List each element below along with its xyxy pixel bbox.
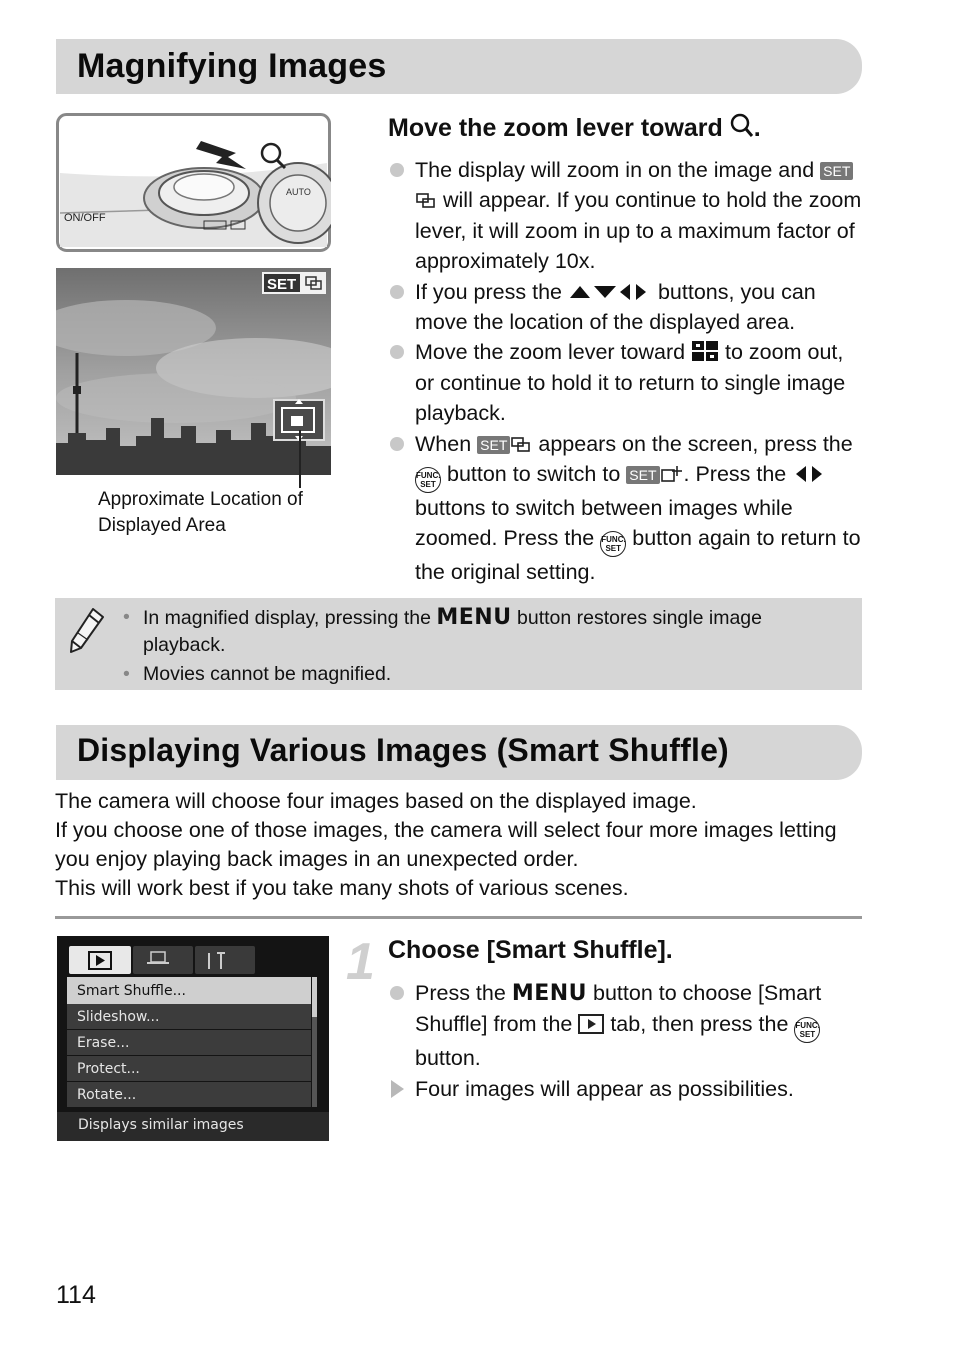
magnified-frame-icon xyxy=(415,192,437,210)
list-item xyxy=(388,1074,868,1104)
bullet-text: tab, then press the xyxy=(610,1012,789,1037)
bullet-text: button to switch to xyxy=(446,462,621,487)
list-item xyxy=(388,277,868,338)
func-set-button-icon xyxy=(794,1017,820,1043)
bullet-text: button. xyxy=(415,1046,481,1071)
section-banner-magnifying xyxy=(56,39,862,94)
menu-button-icon: MENU xyxy=(511,981,588,1006)
bullet-dot xyxy=(390,345,404,359)
dial-auto-label: AUTO xyxy=(286,187,311,197)
switch-images-icon xyxy=(660,464,684,484)
section-banner-smart-shuffle xyxy=(56,725,862,780)
list-item xyxy=(123,661,843,688)
bullet-text: appears on the screen, press the xyxy=(538,431,853,456)
bullet-text: button again to return to the original setting. xyxy=(415,526,861,585)
smart-shuffle-bullet-list xyxy=(388,978,868,1104)
list-item xyxy=(123,604,843,659)
bullet-text: Press the xyxy=(415,981,506,1005)
set-icon: SET xyxy=(626,466,659,484)
bullet-dot xyxy=(390,437,404,451)
lcd-menu-help-text: Displays similar images xyxy=(78,1117,244,1133)
set-icon: SET xyxy=(820,162,853,180)
intro-line: This will work best if you take many shots of various scenes. xyxy=(55,876,629,900)
list-item xyxy=(388,978,868,1074)
bullet-text: The display will zoom in on the image and xyxy=(415,158,815,182)
note-list xyxy=(123,604,843,690)
note-text: Movies cannot be magnified. xyxy=(143,663,392,685)
magnify-icon xyxy=(730,113,754,139)
section-title: Magnifying Images xyxy=(77,47,387,85)
bullet-text: buttons, you can move the location of the displayed area. xyxy=(415,279,816,335)
lcd-set-badge: SET xyxy=(267,276,297,293)
func-label: FUNC. xyxy=(416,471,441,481)
step-title-period: . xyxy=(753,114,761,142)
menu-button-icon: MENU xyxy=(436,605,512,630)
note-box xyxy=(55,598,862,690)
intro-text xyxy=(55,787,875,903)
step-title-text: Move the zoom lever toward xyxy=(388,114,723,142)
lcd-menu-item-rotate[interactable]: Rotate... xyxy=(77,1087,137,1103)
lcd-menu-item-erase[interactable]: Erase... xyxy=(77,1035,130,1051)
note-text: button restores single image playback. xyxy=(143,607,762,656)
page-number: 114 xyxy=(56,1281,96,1309)
set-icon: SET xyxy=(477,436,510,454)
zoomed-photo-lcd xyxy=(56,268,331,475)
result-arrow-icon xyxy=(391,1080,404,1098)
func-set-button-icon xyxy=(415,467,441,493)
playback-tab-icon xyxy=(578,1014,604,1034)
divider xyxy=(55,916,862,919)
index-icon xyxy=(691,340,719,362)
bullet-text: to zoom out, or continue to hold it to return to single image playback. xyxy=(415,340,846,426)
magnified-frame-icon xyxy=(510,436,532,454)
bullet-text: button to choose [Smart Shuffle] from the xyxy=(415,981,822,1037)
func-set-button-icon xyxy=(600,531,626,557)
func-label: FUNC. xyxy=(795,1021,820,1031)
set-label: SET xyxy=(420,480,436,490)
step-title-choose: Choose [Smart Shuffle]. xyxy=(388,936,673,964)
set-label: SET xyxy=(605,544,622,554)
image-caption: Approximate Location of Displayed Area xyxy=(98,489,303,536)
list-item xyxy=(388,429,868,588)
lcd-menu-item-slideshow[interactable]: Slideshow... xyxy=(77,1009,160,1025)
set-label: SET xyxy=(799,1030,816,1040)
pencil-icon xyxy=(67,606,107,656)
bullet-dot xyxy=(390,163,404,177)
onoff-label: ON/OFF xyxy=(64,212,106,224)
lcd-menu-item-protect[interactable]: Protect... xyxy=(77,1061,140,1077)
intro-line: The camera will choose four images based on the displayed image. xyxy=(55,789,697,813)
lcd-menu-item-smart-shuffle[interactable]: Smart Shuffle... xyxy=(77,983,186,999)
bullet-text: Move the zoom lever toward xyxy=(415,340,686,365)
list-item xyxy=(388,337,868,428)
bullet-text: When xyxy=(415,431,472,456)
bullet-text: If you press the xyxy=(415,279,562,304)
direction-buttons-icon xyxy=(568,282,652,302)
note-text: In magnified display, pressing the xyxy=(143,607,431,629)
bullet-dot xyxy=(390,285,404,299)
func-label: FUNC. xyxy=(601,535,626,545)
left-right-buttons-icon xyxy=(792,464,828,484)
step-number: 1 xyxy=(346,933,375,991)
camera-zoom-lever-illustration xyxy=(56,113,331,252)
callout-line xyxy=(297,430,303,490)
zoom-bullet-list xyxy=(388,155,868,588)
step-title-zoom xyxy=(388,113,761,143)
bullet-text: buttons to switch between images while zoomed. Press the xyxy=(415,496,793,551)
bullet-text: . Press the xyxy=(683,462,787,487)
bullet-text: Four images will appear as possibilities. xyxy=(415,1076,794,1101)
intro-line: If you choose one of those images, the camera will select four more images letting you enjoy playing back images in an unexpected order. xyxy=(55,818,837,871)
list-item xyxy=(388,155,868,277)
lcd-menu-screenshot xyxy=(57,936,329,1141)
section-title: Displaying Various Images (Smart Shuffle) xyxy=(77,732,729,768)
bullet-dot xyxy=(390,986,404,1000)
bullet-text: will appear. If you continue to hold the zoom lever, it will zoom in up to a maximum factor of approximately 10x. xyxy=(415,188,862,274)
